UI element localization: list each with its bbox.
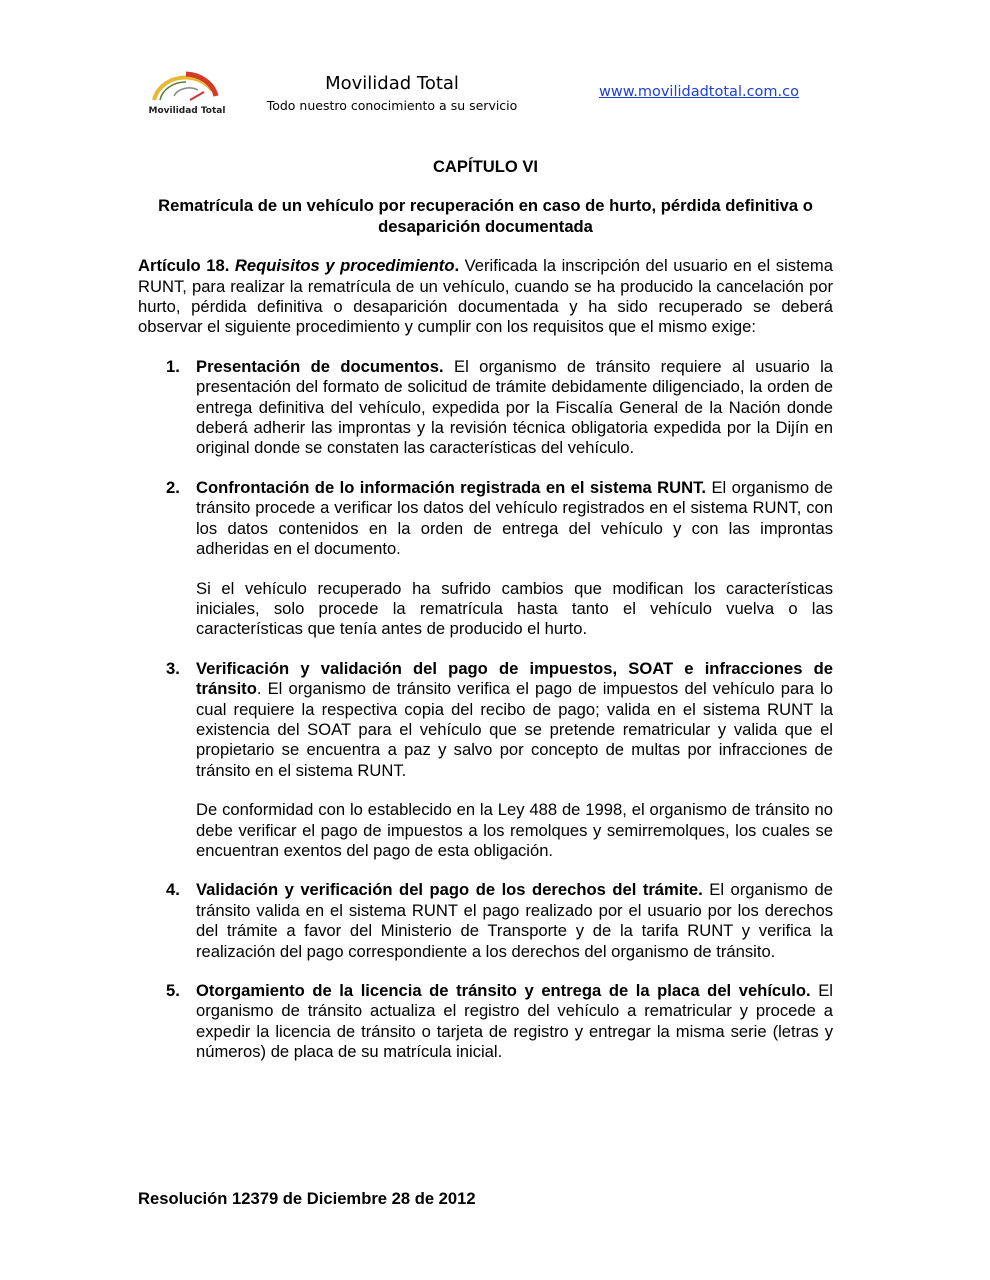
- header-brand: [262, 72, 522, 116]
- item-title: Otorgamiento de la licencia de tránsito y entrega de la placa del vehículo.: [196, 981, 811, 1000]
- item-extra-paragraph: De conformidad con lo establecido en la Ley 488 de 1998, el organismo de tránsito no debe verificar el pago de impuestos a los remolques y semirremolques, los cuales se encuentran exentos del pago de esta obligación.: [196, 800, 833, 860]
- header-subtitle: Todo nuestro conocimiento a su servicio: [266, 98, 518, 113]
- item-text: El organismo de tránsito procede a verificar los datos del vehículo registrados en el sistema RUNT, con los datos contenidos en la orden de entrega del vehículo y con las improntas adheridas en el documento.: [196, 477, 833, 559]
- footer-resolution: Resolución 12379 de Diciembre 28 de 2012: [138, 1189, 476, 1208]
- item-text: El organismo de tránsito requiere al usuario la presentación del formato de solicitud de trámite debidamente diligenciado, la orden de entrega definitiva del vehículo, expedida por la Fiscalía General de la Nación donde deberá adherir las improntas y la revisión técnica obligatoria expedida por la Dijín en original donde se constaten las características del vehículo.: [196, 356, 833, 458]
- header-title: Movilidad Total: [325, 73, 459, 94]
- item-number: 1.: [166, 356, 180, 376]
- article-period: .: [454, 256, 460, 276]
- chapter-heading: CAPÍTULO VI: [432, 157, 539, 176]
- item-number: 5.: [166, 981, 180, 1000]
- list-item: [138, 478, 833, 640]
- procedure-list: [138, 357, 833, 1063]
- list-item: [138, 981, 833, 1063]
- movilidad-total-logo: [146, 70, 228, 120]
- list-item: [138, 659, 833, 862]
- article-text: Verificada la inscripción del usuario en el sistema RUNT, para realizar la rematrícula de un vehículo, cuando se ha producido la cancelación por hurto, pérdida definitiva o desaparición documentada y ha sido recuperado se deberá observar el siguiente procedimiento y cumplir con los requisitos que el mismo exige:: [138, 256, 833, 337]
- website-link[interactable]: www.movilidadtotal.com.co: [599, 84, 799, 100]
- svg-text:Movilidad Total: Movilidad Total: [148, 106, 226, 116]
- section-title: Rematrícula de un vehículo por recuperación en caso de hurto, pérdida definitiva o desaparición documentada: [158, 196, 813, 236]
- item-number: 2.: [166, 477, 180, 497]
- item-number: 4.: [166, 880, 180, 900]
- list-item: [138, 357, 833, 459]
- item-extra-paragraph: Si el vehículo recuperado ha sufrido cambios que modifican los características iniciales, solo procede la rematrícula hasta tanto el vehículo vuelva o las características que tenía antes de producido el hurto.: [196, 578, 833, 639]
- article-label: Artículo 18.: [138, 256, 230, 276]
- document-body: [138, 157, 833, 1082]
- article-paragraph: [138, 256, 833, 338]
- item-text: El organismo de tránsito actualiza el registro del vehículo a rematricular y procede a expedir la licencia de tránsito o tarjeta de registro y entregar la misma serie (letras y números) de placa de su matrícula inicial.: [196, 981, 833, 1062]
- item-title: Validación y verificación del pago de los derechos del trámite.: [196, 880, 703, 900]
- article-title: Requisitos y procedimiento: [234, 256, 455, 276]
- list-item: [138, 880, 833, 962]
- item-title: Confrontación de lo información registrada en el sistema RUNT.: [196, 477, 707, 497]
- item-text: El organismo de tránsito valida en el sistema RUNT el pago realizado por el usuario por los derechos del trámite a favor del Ministerio de Transporte y de la tarifa RUNT y verifica la realización del pago correspondiente a los derechos del organismo de tránsito.: [196, 880, 833, 961]
- item-text: . El organismo de tránsito verifica el pago de impuestos del vehículo para lo cual requiere la respectiva copia del recibo de pago; valida en el sistema RUNT la existencia del SOAT para el vehículo que se pretende rematricular y valida que el propietario se encuentra a paz y salvo por concepto de multas por infracciones de tránsito en el sistema RUNT.: [196, 679, 833, 780]
- item-title: Presentación de documentos.: [196, 356, 444, 376]
- item-number: 3.: [166, 658, 180, 678]
- item-title: Verificación y validación del pago de impuestos, SOAT e infracciones de tránsito: [196, 658, 833, 699]
